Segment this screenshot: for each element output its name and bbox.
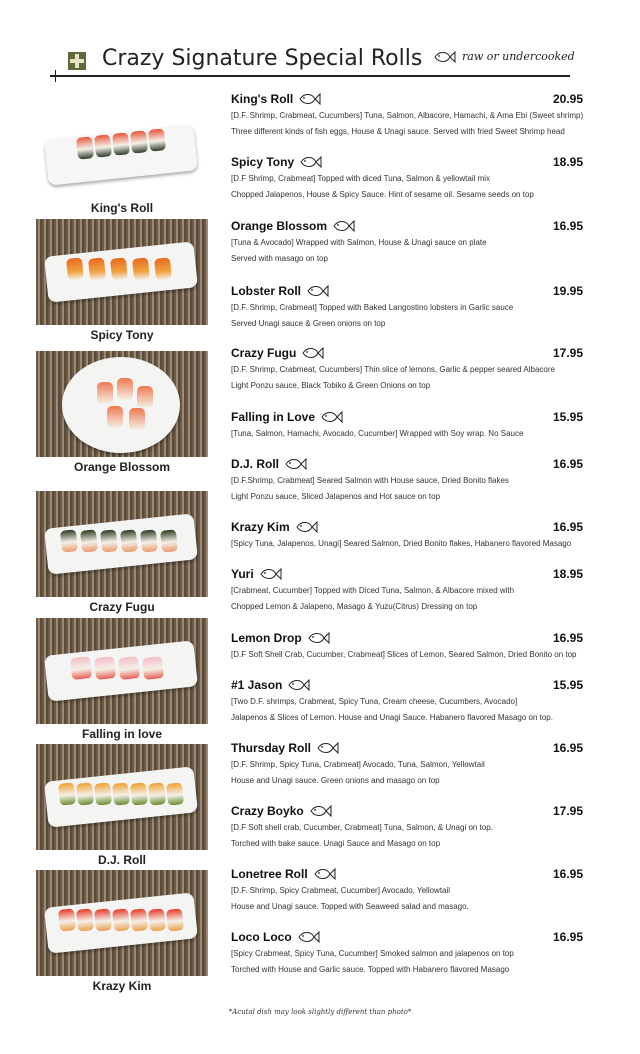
photo-krazy-kim (36, 870, 208, 993)
item-description-line1: [Tuna & Avocado] Wrapped with Salmon, House & Unagi sauce on plate (231, 238, 487, 247)
fish-icon (321, 411, 343, 423)
item-price: 16.95 (552, 867, 583, 881)
photo-label: D.J. Roll (97, 853, 146, 867)
fish-icon (300, 156, 322, 168)
menu-item (231, 410, 611, 438)
item-name-text: Yuri (231, 567, 254, 581)
menu-item (231, 457, 611, 501)
item-description-line1: [D.F. Shrimp, Crabmeat] Topped with Baked Langostino lobsters in Garlic sauce (231, 303, 514, 312)
item-price: 16.95 (552, 457, 583, 471)
item-price: 19.95 (552, 284, 583, 298)
menu-item (231, 631, 611, 659)
menu-item (231, 92, 611, 136)
dish-photo (36, 92, 208, 198)
photo-disclaimer: *Acutal dish may look slightly different than photo* (228, 1008, 412, 1016)
fish-icon (317, 742, 339, 754)
cross-square-icon (68, 52, 86, 70)
item-description-line2: Served Unagi sauce & Green onions on top (231, 319, 386, 328)
item-description-line1: [D.F. Shrimp, Spicy Tuna, Crabmeat] Avocado, Tuna, Salmon, Yellowtail (231, 760, 485, 769)
item-name-text: #1 Jason (231, 678, 283, 692)
photo-dj-roll (36, 744, 208, 867)
menu-item (231, 930, 611, 974)
item-description-line2: Torched with House and Garlic sauce. Topped with Habanero flavored Masago (231, 965, 510, 974)
photo-label: Crazy Fugu (89, 600, 155, 614)
item-name-text: Crazy Boyko (231, 804, 304, 818)
item-name-text: Orange Blossom (231, 219, 328, 233)
menu-item (231, 804, 611, 848)
item-name-text: D.J. Roll (231, 457, 280, 471)
dish-photo (36, 491, 208, 597)
item-description-line2: Jalapenos & Slices of Lemon. House and Unagi Sauce. Habanero flavored Masago on top. (231, 713, 553, 722)
dish-photo (36, 744, 208, 850)
photo-label: Krazy Kim (92, 979, 152, 993)
item-price: 20.95 (552, 92, 583, 106)
menu-item (231, 741, 611, 785)
menu-item (231, 346, 611, 390)
item-description-line1: [Tuna, Salmon, Hamachi, Avocado, Cucumber] Wrapped with Soy wrap. No Sauce (231, 429, 524, 438)
item-price: 16.95 (552, 520, 583, 534)
item-description-line1: [D.F.Shrimp, Crabmeat] Seared Salmon with House sauce, Dried Bonito flakes (231, 476, 509, 485)
item-description-line2: Light Ponzu sauce, Black Tobiko & Green Onions on top (231, 381, 431, 390)
item-description-line1: [D.F. Shrimp, Crabmeat, Cucumbers] Thin slice of lemons, Garlic & pepper seared Albacore (231, 365, 555, 374)
item-name-text: Lobster Roll (231, 284, 302, 298)
item-description-line1: [Two D.F. shrimps, Crabmeat, Spicy Tuna, Cream cheese, Cucumbers, Avocado] (231, 697, 518, 706)
item-description-line1: [D.F. Shrimp, Crabmeat, Cucumbers] Tuna, Salmon, Albacore, Hamachi, & Ama Ebi (Sweet shrimp) (231, 111, 584, 120)
dish-photo (36, 618, 208, 724)
fish-icon (308, 632, 330, 644)
item-name-text: Crazy Fugu (231, 346, 297, 360)
item-price: 15.95 (552, 678, 583, 692)
photo-kings-roll (36, 92, 208, 215)
item-price: 17.95 (552, 804, 583, 818)
header-rule (50, 75, 570, 77)
item-name-text: Krazy Kim (231, 520, 290, 534)
fish-icon (288, 679, 310, 691)
raw-note (434, 50, 575, 63)
item-price: 16.95 (552, 631, 583, 645)
photo-spicy-tony (36, 219, 208, 342)
fish-icon (434, 51, 456, 63)
item-price: 15.95 (552, 410, 583, 424)
item-description-line1: [D.F Soft Shell Crab, Cucumber, Crabmeat] Slices of Lemon, Seared Salmon, Dried Bonito on top (231, 650, 577, 659)
item-description-line2: House and Unagi sauce. Topped with Seaweed salad and masago. (231, 902, 469, 911)
page-title: Crazy Signature Special Rolls (102, 46, 423, 71)
item-name-text: Lemon Drop (231, 631, 302, 645)
item-name-text: Falling in Love (231, 410, 316, 424)
item-name-text: Spicy Tony (231, 155, 295, 169)
item-description-line2: Three different kinds of fish eggs, House & Unagi sauce. Served with fried Sweet Shrimp head (231, 127, 565, 136)
fish-icon (285, 458, 307, 470)
menu-item (231, 155, 611, 199)
item-name-text: Loco Loco (231, 930, 292, 944)
item-price: 18.95 (552, 567, 583, 581)
photo-label: King's Roll (90, 201, 154, 215)
dish-photo (36, 870, 208, 976)
raw-note-label: raw or undercooked (462, 50, 575, 63)
menu-item (231, 678, 611, 722)
item-name-text: Lonetree Roll (231, 867, 308, 881)
dish-photo (36, 351, 208, 457)
photo-orange-blossom (36, 351, 208, 474)
item-description-line2: Torched with bake sauce. Unagi Sauce and Masago on top (231, 839, 441, 848)
item-description-line1: [Spicy Crabmeat, Spicy Tuna, Cucumber] Smoked salmon and jalapenos on top (231, 949, 514, 958)
item-description-line2: Chopped Jalapenos, House & Spicy Sauce. Hint of sesame oil. Sesame seeds on top (231, 190, 534, 199)
item-description-line1: [Spicy Tuna, Jalapenos, Unagi] Seared Salmon, Dried Bonito flakes, Habanero flavored Masago (231, 539, 572, 548)
item-description-line1: [D.F Soft shell crab, Cucumber, Crabmeat] Tuna, Salmon, & Unagi on top. (231, 823, 493, 832)
item-price: 17.95 (552, 346, 583, 360)
fish-icon (296, 521, 318, 533)
header-tick (55, 70, 56, 82)
fish-icon (307, 285, 329, 297)
fish-icon (298, 931, 320, 943)
item-description-line1: [D.F Shrimp, Crabmeat] Topped with diced Tuna, Salmon & yellowtail mix (231, 174, 491, 183)
item-name-text: Thursday Roll (231, 741, 312, 755)
item-description-line2: House and Unagi sauce. Green onions and masago on top (231, 776, 440, 785)
photo-label: Orange Blossom (73, 460, 171, 474)
menu-item (231, 867, 611, 911)
photo-label: Spicy Tony (90, 328, 154, 342)
menu-item (231, 219, 611, 263)
item-name-text: King's Roll (231, 92, 294, 106)
item-price: 16.95 (552, 219, 583, 233)
menu-item (231, 567, 611, 611)
item-price: 16.95 (552, 741, 583, 755)
fish-icon (302, 347, 324, 359)
menu-item (231, 284, 611, 328)
dish-photo (36, 219, 208, 325)
fish-icon (314, 868, 336, 880)
fish-icon (310, 805, 332, 817)
item-description-line1: [D.F. Shrimp, Spicy Crabmeat, Cucumber] Avocado, Yellowtail (231, 886, 451, 895)
photo-label: Falling in love (81, 727, 162, 741)
fish-icon (260, 568, 282, 580)
menu-header (50, 44, 575, 80)
item-price: 18.95 (552, 155, 583, 169)
menu-item (231, 520, 611, 548)
item-description-line2: Chopped Lemon & Jalapeno, Masago & Yuzu(Citrus) Dressing on top (231, 602, 478, 611)
fish-icon (333, 220, 355, 232)
item-price: 16.95 (552, 930, 583, 944)
item-description-line1: [Crabmeat, Cucumber] Topped with Diced Tuna, Salmon, & Albacore mixed with (231, 586, 515, 595)
photo-crazy-fugu (36, 491, 208, 614)
item-description-line2: Served with masago on top (231, 254, 328, 263)
photo-falling-in-love (36, 618, 208, 741)
fish-icon (299, 93, 321, 105)
item-description-line2: Light Ponzu sauce, Sliced Jalapenos and Hot sauce on top (231, 492, 441, 501)
